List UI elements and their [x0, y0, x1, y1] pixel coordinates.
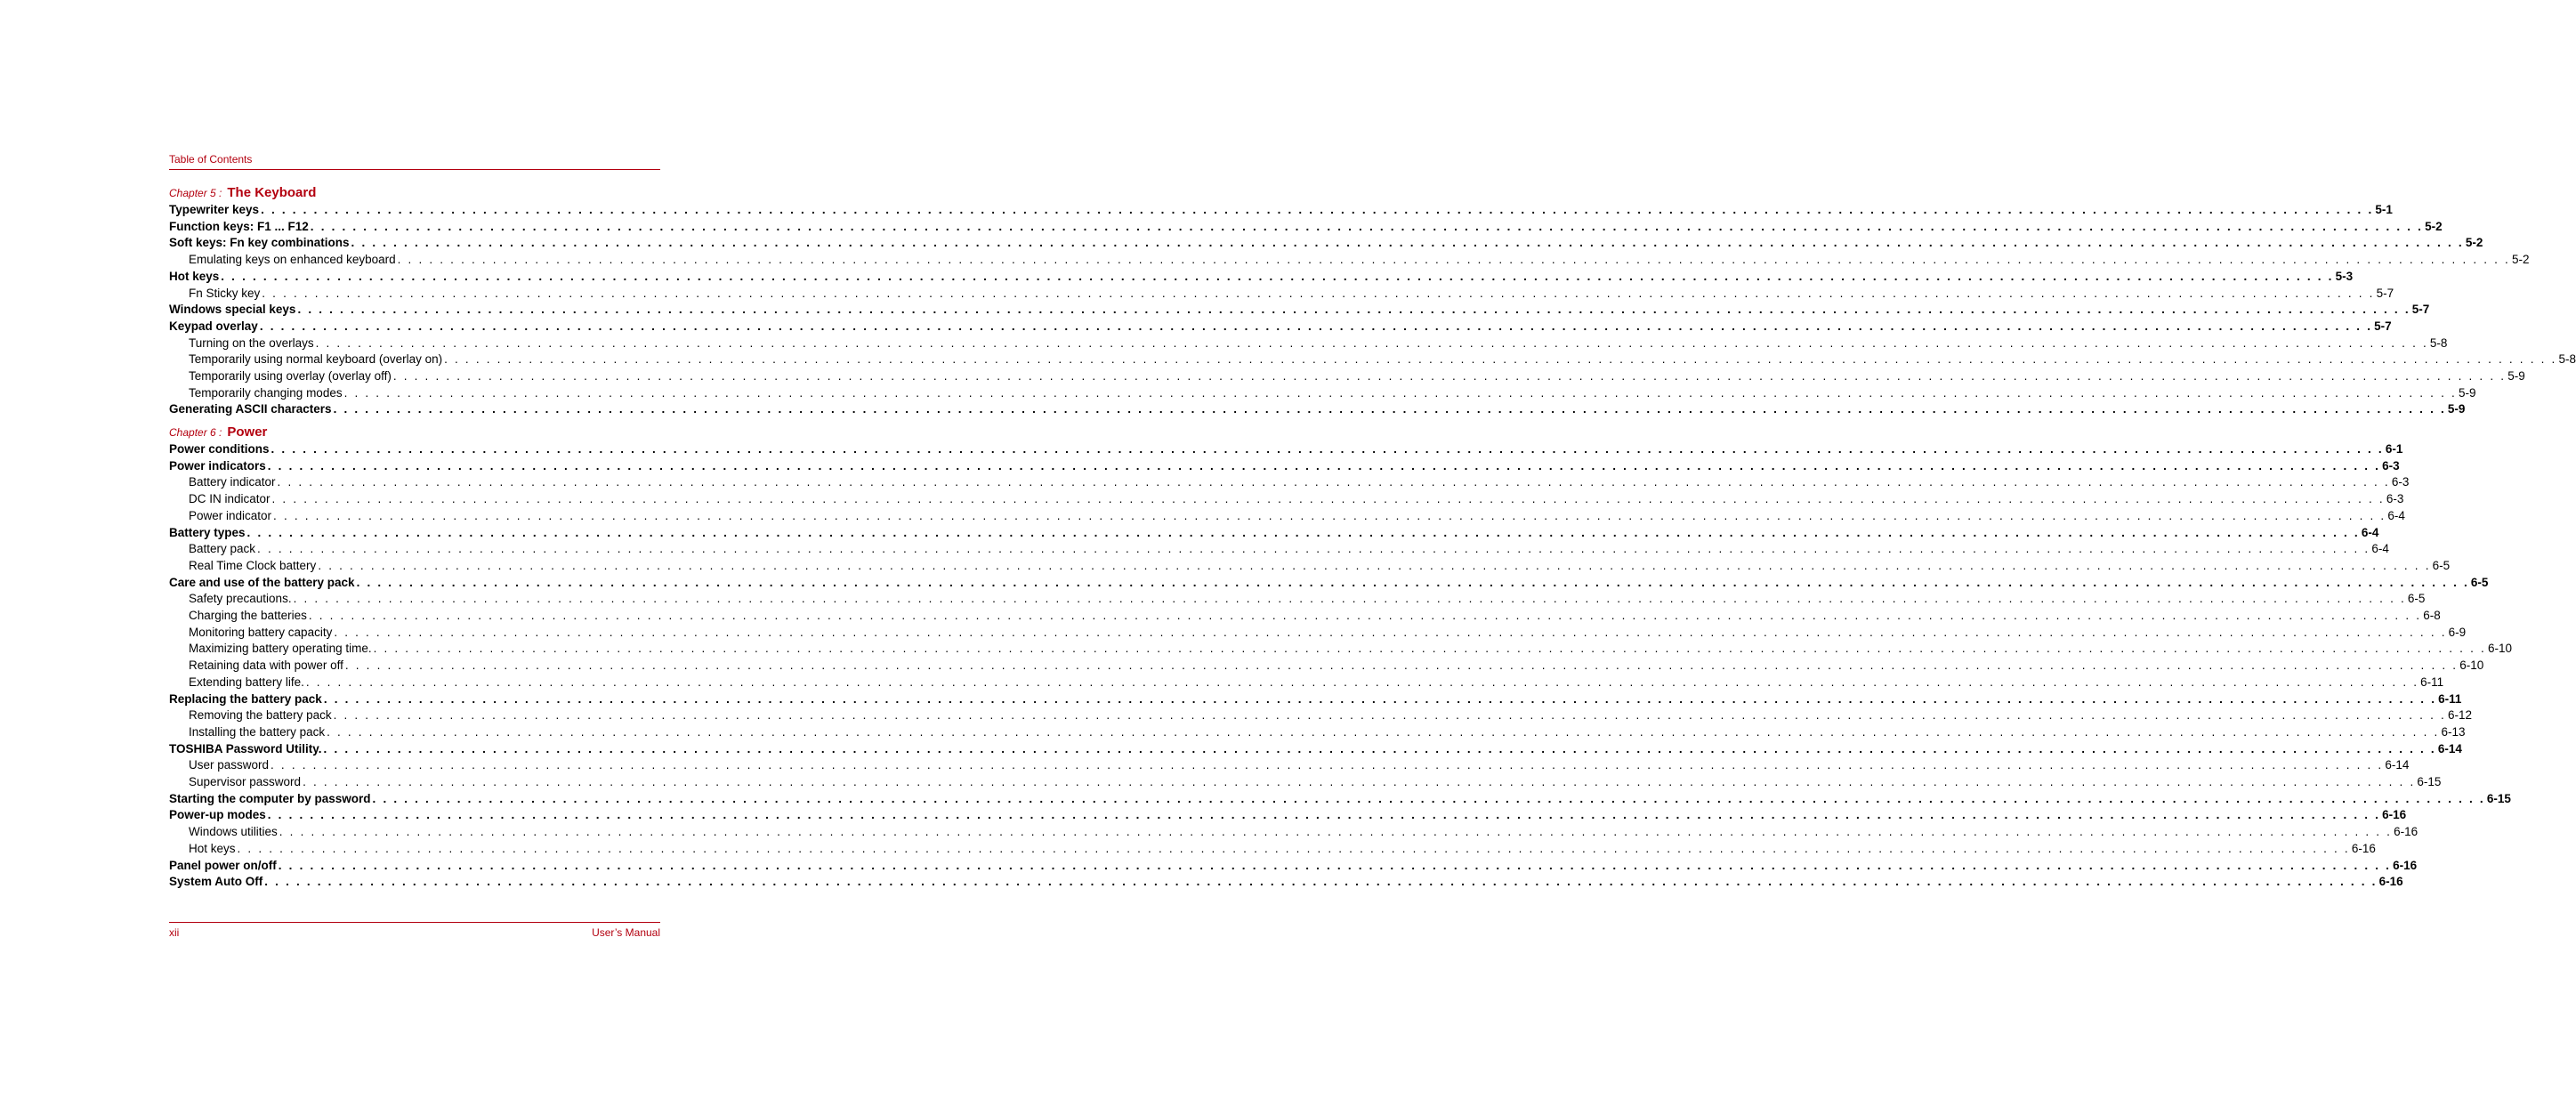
toc-subentry[interactable] [169, 491, 2404, 508]
toc-page-number: 5-8 [2429, 335, 2448, 350]
toc-entry[interactable] [169, 458, 2400, 475]
toc-page-number: 5-7 [2411, 303, 2430, 317]
dot-leader: . . . . . . . . . . . . . . . . . . . . . . . . . . . . . . . . . . . . . . . . . . . . . . . . . . . . . . . . . . . . . . . . . . . . . . . . . . . . . . . . . . . . . . . . . . . . . . . . . . . . . . . . . . . . . . . . . . . . . . . . . . . . . . . . . . . . . . . . . . . . . . . . . . . . . . . . . . . . . . . . . . . . . . . . . . . . . . . . . . . . . . . . . . . . . . . . . . . . . . . . [277, 475, 2390, 489]
toc-page-number: 6-10 [2459, 659, 2484, 673]
dot-leader: . . . . . . . . . . . . . . . . . . . . . . . . . . . . . . . . . . . . . . . . . . . . . . . . . . . . . . . . . . . . . . . . . . . . . . . . . . . . . . . . . . . . . . . . . . . . . . . . . . . . . . . . . . . . . . . . . . . . . . . . . . . . . . . . . . . . . . . . . . . . . . . . . . . . . . . . . . . . . . . . . . . . . . . . . . . . . . . . . . . . . . . . . . . . . . . . . . . . . . . . [327, 724, 2440, 739]
toc-entry-title: Temporarily using normal keyboard (overlay on) [189, 352, 443, 367]
toc-page-number: 5-8 [2558, 352, 2576, 367]
toc-page-number: 6-16 [2378, 875, 2403, 889]
dot-leader: . . . . . . . . . . . . . . . . . . . . . . . . . . . . . . . . . . . . . . . . . . . . . . . . . . . . . . . . . . . . . . . . . . . . . . . . . . . . . . . . . . . . . . . . . . . . . . . . . . . . . . . . . . . . . . . . . . . . . . . . . . . . . . . . . . . . . . . . . . . . . . . . . . . . . . . . . . . . . . . . . . . . . . . . . . . . . . . . . . . . . . . . . . . . . . . . . . . . . . . . [264, 875, 2378, 889]
toc-entry-title: Power conditions [169, 442, 270, 456]
toc-entry[interactable] [169, 807, 2407, 824]
toc-entry-title: Supervisor password [189, 775, 302, 788]
chapter-heading [169, 185, 660, 203]
toc-page-number: 6-11 [2420, 675, 2444, 689]
toc-page-number: 5-9 [2447, 402, 2466, 416]
toc-page-number: 5-7 [2374, 319, 2392, 333]
toc-page-number: 6-13 [2441, 724, 2466, 739]
toc-page-number: 6-8 [2423, 609, 2441, 622]
toc-page-number: 5-2 [2465, 236, 2483, 250]
dot-leader: . . . . . . . . . . . . . . . . . . . . . . . . . . . . . . . . . . . . . . . . . . . . . . . . . . . . . . . . . . . . . . . . . . . . . . . . . . . . . . . . . . . . . . . . . . . . . . . . . . . . . . . . . . . . . . . . . . . . . . . . . . . . . . . . . . . . . . . . . . . . . . . . . . . . . . . . . . . . . . . . . . . . . . . . . . . . . . . . . . . . . . . . . . . . . . . . . . . . . . . . [323, 741, 2436, 756]
dot-leader: . . . . . . . . . . . . . . . . . . . . . . . . . . . . . . . . . . . . . . . . . . . . . . . . . . . . . . . . . . . . . . . . . . . . . . . . . . . . . . . . . . . . . . . . . . . . . . . . . . . . . . . . . . . . . . . . . . . . . . . . . . . . . . . . . . . . . . . . . . . . . . . . . . . . . . . . . . . . . . . . . . . . . . . . . . . . . . . . . . . . . . . . . . . . . . . . . . . . . . . . [308, 609, 2422, 622]
dot-leader: . . . . . . . . . . . . . . . . . . . . . . . . . . . . . . . . . . . . . . . . . . . . . . . . . . . . . . . . . . . . . . . . . . . . . . . . . . . . . . . . . . . . . . . . . . . . . . . . . . . . . . . . . . . . . . . . . . . . . . . . . . . . . . . . . . . . . . . . . . . . . . . . . . . . . . . . . . . . . . . . . . . . . . . . . . . . . . . . . . . . . . . . . . . . . . . . . . . . . . . . [221, 269, 2334, 283]
toc-page-number: 6-16 [2393, 858, 2418, 872]
toc-entry-title: Power indicator [189, 508, 272, 522]
toc-entry-title: Retaining data with power off [189, 659, 343, 673]
dot-leader: . . . . . . . . . . . . . . . . . . . . . . . . . . . . . . . . . . . . . . . . . . . . . . . . . . . . . . . . . . . . . . . . . . . . . . . . . . . . . . . . . . . . . . . . . . . . . . . . . . . . . . . . . . . . . . . . . . . . . . . . . . . . . . . . . . . . . . . . . . . . . . . . . . . . . . . . . . . . . . . . . . . . . . . . . . . . . . . . . . . . . . . . . . . . . . . . . . . . . . . . [246, 525, 2360, 539]
toc-entry[interactable] [169, 401, 2466, 418]
toc-page-number: 6-11 [2438, 691, 2462, 706]
running-header: Table of Contents [169, 153, 253, 166]
dot-leader: . . . . . . . . . . . . . . . . . . . . . . . . . . . . . . . . . . . . . . . . . . . . . . . . . . . . . . . . . . . . . . . . . . . . . . . . . . . . . . . . . . . . . . . . . . . . . . . . . . . . . . . . . . . . . . . . . . . . . . . . . . . . . . . . . . . . . . . . . . . . . . . . . . . . . . . . . . . . . . . . . . . . . . . . . . . . . . . . . . . . . . . . . . . . . . . . . . . . . . . . [237, 841, 2350, 855]
dot-leader: . . . . . . . . . . . . . . . . . . . . . . . . . . . . . . . . . . . . . . . . . . . . . . . . . . . . . . . . . . . . . . . . . . . . . . . . . . . . . . . . . . . . . . . . . . . . . . . . . . . . . . . . . . . . . . . . . . . . . . . . . . . . . . . . . . . . . . . . . . . . . . . . . . . . . . . . . . . . . . . . . . . . . . . . . . . . . . . . . . . . . . . . . . . . . . . . . . . . . . . . [397, 253, 2510, 267]
toc-entry-title: Power-up modes [169, 808, 266, 822]
dot-leader: . . . . . . . . . . . . . . . . . . . . . . . . . . . . . . . . . . . . . . . . . . . . . . . . . . . . . . . . . . . . . . . . . . . . . . . . . . . . . . . . . . . . . . . . . . . . . . . . . . . . . . . . . . . . . . . . . . . . . . . . . . . . . . . . . . . . . . . . . . . . . . . . . . . . . . . . . . . . . . . . . . . . . . . . . . . . . . . . . . . . . . . . . . . . . . . . . . . . . . . . [271, 492, 2385, 506]
toc-entry-title: Installing the battery pack [189, 724, 326, 739]
toc-subentry[interactable] [169, 474, 2410, 491]
toc-entry-title: Extending battery life. [189, 675, 304, 689]
toc-entry-title: System Auto Off [169, 875, 263, 889]
toc-entry-title: Charging the batteries [189, 609, 307, 622]
dot-leader: . . . . . . . . . . . . . . . . . . . . . . . . . . . . . . . . . . . . . . . . . . . . . . . . . . . . . . . . . . . . . . . . . . . . . . . . . . . . . . . . . . . . . . . . . . . . . . . . . . . . . . . . . . . . . . . . . . . . . . . . . . . . . . . . . . . . . . . . . . . . . . . . . . . . . . . . . . . . . . . . . . . . . . . . . . . . . . . . . . . . . . . . . . . . . . . . . . . . . . . . [257, 542, 2370, 556]
toc-subentry[interactable] [169, 352, 2576, 368]
toc-entry-title: Maximizing battery operating time. [189, 642, 372, 656]
toc-entry[interactable] [169, 858, 2418, 875]
toc-subentry[interactable] [169, 625, 2467, 642]
dot-leader: . . . . . . . . . . . . . . . . . . . . . . . . . . . . . . . . . . . . . . . . . . . . . . . . . . . . . . . . . . . . . . . . . . . . . . . . . . . . . . . . . . . . . . . . . . . . . . . . . . . . . . . . . . . . . . . . . . . . . . . . . . . . . . . . . . . . . . . . . . . . . . . . . . . . . . . . . . . . . . . . . . . . . . . . . . . . . . . . . . . . . . . . . . . . . . . . . . . . . . . . [343, 385, 2457, 400]
dot-leader: . . . . . . . . . . . . . . . . . . . . . . . . . . . . . . . . . . . . . . . . . . . . . . . . . . . . . . . . . . . . . . . . . . . . . . . . . . . . . . . . . . . . . . . . . . . . . . . . . . . . . . . . . . . . . . . . . . . . . . . . . . . . . . . . . . . . . . . . . . . . . . . . . . . . . . . . . . . . . . . . . . . . . . . . . . . . . . . . . . . . . . . . . . . . . . . . . . . . . . . . [333, 708, 2446, 723]
chapter-heading [169, 424, 660, 442]
dot-leader: . . . . . . . . . . . . . . . . . . . . . . . . . . . . . . . . . . . . . . . . . . . . . . . . . . . . . . . . . . . . . . . . . . . . . . . . . . . . . . . . . . . . . . . . . . . . . . . . . . . . . . . . . . . . . . . . . . . . . . . . . . . . . . . . . . . . . . . . . . . . . . . . . . . . . . . . . . . . . . . . . . . . . . . . . . . . . . . . . . . . . . . . . . . . . . . . . . . . . . . . [334, 625, 2447, 639]
toc-entry[interactable] [169, 202, 2393, 219]
toc-subentry[interactable] [169, 591, 2426, 608]
dot-leader: . . . . . . . . . . . . . . . . . . . . . . . . . . . . . . . . . . . . . . . . . . . . . . . . . . . . . . . . . . . . . . . . . . . . . . . . . . . . . . . . . . . . . . . . . . . . . . . . . . . . . . . . . . . . . . . . . . . . . . . . . . . . . . . . . . . . . . . . . . . . . . . . . . . . . . . . . . . . . . . . . . . . . . . . . . . . . . . . . . . . . . . . . . . . . . . . . . . . . . . . [303, 775, 2416, 788]
toc-entry-title: Generating ASCII characters [169, 402, 332, 416]
dot-leader: . . . . . . . . . . . . . . . . . . . . . . . . . . . . . . . . . . . . . . . . . . . . . . . . . . . . . . . . . . . . . . . . . . . . . . . . . . . . . . . . . . . . . . . . . . . . . . . . . . . . . . . . . . . . . . . . . . . . . . . . . . . . . . . . . . . . . . . . . . . . . . . . . . . . . . . . . . . . . . . . . . . . . . . . . . . . . . . . . . . . . . . . . . . . . . . . . . . . . . . . [271, 758, 2384, 772]
chapter-title: The Keyboard [227, 185, 317, 200]
toc-page-number: 6-16 [2394, 825, 2419, 839]
toc-page-number: 6-5 [2407, 592, 2426, 606]
toc-page-number: 6-5 [2470, 575, 2489, 589]
toc-entry[interactable] [169, 691, 2462, 708]
dot-leader: . . . . . . . . . . . . . . . . . . . . . . . . . . . . . . . . . . . . . . . . . . . . . . . . . . . . . . . . . . . . . . . . . . . . . . . . . . . . . . . . . . . . . . . . . . . . . . . . . . . . . . . . . . . . . . . . . . . . . . . . . . . . . . . . . . . . . . . . . . . . . . . . . . . . . . . . . . . . . . . . . . . . . . . . . . . . . . . . . . . . . . . . . . . . . . . . . . . . . . . . [279, 825, 2393, 839]
toc-entry-title: Temporarily using overlay (overlay off) [189, 369, 392, 383]
dot-leader: . . . . . . . . . . . . . . . . . . . . . . . . . . . . . . . . . . . . . . . . . . . . . . . . . . . . . . . . . . . . . . . . . . . . . . . . . . . . . . . . . . . . . . . . . . . . . . . . . . . . . . . . . . . . . . . . . . . . . . . . . . . . . . . . . . . . . . . . . . . . . . . . . . . . . . . . . . . . . . . . . . . . . . . . . . . . . . . . . . . . . . . . . . . . . . . . . . . . . . . . [267, 808, 2381, 822]
toc-subentry[interactable] [169, 841, 2376, 858]
toc-entry[interactable] [169, 219, 2443, 236]
page-footer [169, 926, 660, 939]
toc-entry-title: Keypad overlay [169, 319, 258, 333]
toc-subentry[interactable] [169, 508, 2405, 525]
toc-subentry[interactable] [169, 757, 2410, 774]
toc-entry-title: TOSHIBA Password Utility. [169, 741, 322, 756]
toc-entry-title: Fn Sticky key [189, 286, 261, 300]
toc-entry-title: Removing the battery pack [189, 708, 332, 723]
page-number: xii [169, 926, 180, 939]
chapter-title: Power [227, 424, 268, 440]
dot-leader: . . . . . . . . . . . . . . . . . . . . . . . . . . . . . . . . . . . . . . . . . . . . . . . . . . . . . . . . . . . . . . . . . . . . . . . . . . . . . . . . . . . . . . . . . . . . . . . . . . . . . . . . . . . . . . . . . . . . . . . . . . . . . . . . . . . . . . . . . . . . . . . . . . . . . . . . . . . . . . . . . . . . . . . . . . . . . . . . . . . . . . . . . . . . . . . . . . . . . . . . [372, 791, 2485, 805]
dot-leader: . . . . . . . . . . . . . . . . . . . . . . . . . . . . . . . . . . . . . . . . . . . . . . . . . . . . . . . . . . . . . . . . . . . . . . . . . . . . . . . . . . . . . . . . . . . . . . . . . . . . . . . . . . . . . . . . . . . . . . . . . . . . . . . . . . . . . . . . . . . . . . . . . . . . . . . . . . . . . . . . . . . . . . . . . . . . . . . . . . . . . . . . . . . . . . . . . . . . . . . . [444, 352, 2557, 367]
toc-subentry[interactable] [169, 824, 2419, 841]
toc-entry-title: Turning on the overlays [189, 335, 314, 350]
toc-entry-title: Power indicators [169, 458, 266, 473]
toc-page-number: 6-4 [2361, 525, 2379, 539]
header-rule [169, 169, 660, 170]
toc-page-number: 6-12 [2447, 708, 2472, 723]
dot-leader: . . . . . . . . . . . . . . . . . . . . . . . . . . . . . . . . . . . . . . . . . . . . . . . . . . . . . . . . . . . . . . . . . . . . . . . . . . . . . . . . . . . . . . . . . . . . . . . . . . . . . . . . . . . . . . . . . . . . . . . . . . . . . . . . . . . . . . . . . . . . . . . . . . . . . . . . . . . . . . . . . . . . . . . . . . . . . . . . . . . . . . . . . . . . . . . . . . . . . . . . [262, 286, 2375, 300]
toc-subentry[interactable] [169, 774, 2442, 791]
toc-page-number: 6-16 [2351, 841, 2376, 855]
toc-page-number: 6-1 [2385, 442, 2403, 456]
dot-leader: . . . . . . . . . . . . . . . . . . . . . . . . . . . . . . . . . . . . . . . . . . . . . . . . . . . . . . . . . . . . . . . . . . . . . . . . . . . . . . . . . . . . . . . . . . . . . . . . . . . . . . . . . . . . . . . . . . . . . . . . . . . . . . . . . . . . . . . . . . . . . . . . . . . . . . . . . . . . . . . . . . . . . . . . . . . . . . . . . . . . . . . . . . . . . . . . . . . . . . . . [261, 203, 2374, 216]
toc-entry-title: Battery types [169, 525, 246, 539]
toc-entry-title: Starting the computer by password [169, 791, 371, 805]
toc-subentry[interactable] [169, 368, 2525, 385]
dot-leader: . . . . . . . . . . . . . . . . . . . . . . . . . . . . . . . . . . . . . . . . . . . . . . . . . . . . . . . . . . . . . . . . . . . . . . . . . . . . . . . . . . . . . . . . . . . . . . . . . . . . . . . . . . . . . . . . . . . . . . . . . . . . . . . . . . . . . . . . . . . . . . . . . . . . . . . . . . . . . . . . . . . . . . . . . . . . . . . . . . . . . . . . . . . . . . . . . . . . . . . . [373, 642, 2486, 656]
toc-entry-title: Windows special keys [169, 303, 296, 317]
toc-entry[interactable] [169, 269, 2354, 286]
toc-page-number: 6-4 [2371, 542, 2389, 556]
dot-leader: . . . . . . . . . . . . . . . . . . . . . . . . . . . . . . . . . . . . . . . . . . . . . . . . . . . . . . . . . . . . . . . . . . . . . . . . . . . . . . . . . . . . . . . . . . . . . . . . . . . . . . . . . . . . . . . . . . . . . . . . . . . . . . . . . . . . . . . . . . . . . . . . . . . . . . . . . . . . . . . . . . . . . . . . . . . . . . . . . . . . . . . . . . . . . . . . . . . . . . . . [344, 659, 2459, 673]
toc-entry-title: Monitoring battery capacity [189, 625, 333, 639]
toc-subentry[interactable] [169, 641, 2512, 658]
dot-leader: . . . . . . . . . . . . . . . . . . . . . . . . . . . . . . . . . . . . . . . . . . . . . . . . . . . . . . . . . . . . . . . . . . . . . . . . . . . . . . . . . . . . . . . . . . . . . . . . . . . . . . . . . . . . . . . . . . . . . . . . . . . . . . . . . . . . . . . . . . . . . . . . . . . . . . . . . . . . . . . . . . . . . . . . . . . . . . . . . . . . . . . . . . . . . . . . . . . . . . . . [323, 691, 2437, 706]
chapter-label: Chapter 5 : [169, 187, 222, 199]
toc-entry-title: Safety precautions. [189, 592, 292, 606]
toc-page-number: 6-3 [2391, 475, 2410, 489]
manual-title: User’s Manual [592, 926, 660, 939]
toc-subentry[interactable] [169, 286, 2394, 303]
toc-subentry[interactable] [169, 335, 2448, 352]
toc-page-number: 5-2 [2425, 219, 2443, 233]
toc-entry-title: Replacing the battery pack [169, 691, 322, 706]
toc-page-number: 5-1 [2375, 203, 2393, 216]
dot-leader: . . . . . . . . . . . . . . . . . . . . . . . . . . . . . . . . . . . . . . . . . . . . . . . . . . . . . . . . . . . . . . . . . . . . . . . . . . . . . . . . . . . . . . . . . . . . . . . . . . . . . . . . . . . . . . . . . . . . . . . . . . . . . . . . . . . . . . . . . . . . . . . . . . . . . . . . . . . . . . . . . . . . . . . . . . . . . . . . . . . . . . . . . . . . . . . . . . . . . . . . [267, 458, 2381, 473]
toc-entry-title: Soft keys: Fn key combinations [169, 236, 350, 250]
toc-entry[interactable] [169, 741, 2462, 758]
dot-leader: . . . . . . . . . . . . . . . . . . . . . . . . . . . . . . . . . . . . . . . . . . . . . . . . . . . . . . . . . . . . . . . . . . . . . . . . . . . . . . . . . . . . . . . . . . . . . . . . . . . . . . . . . . . . . . . . . . . . . . . . . . . . . . . . . . . . . . . . . . . . . . . . . . . . . . . . . . . . . . . . . . . . . . . . . . . . . . . . . . . . . . . . . . . . . . . . . . . . . . . . [392, 369, 2507, 383]
toc-entry-title: DC IN indicator [189, 492, 271, 506]
toc-subentry[interactable] [169, 724, 2466, 741]
dot-leader: . . . . . . . . . . . . . . . . . . . . . . . . . . . . . . . . . . . . . . . . . . . . . . . . . . . . . . . . . . . . . . . . . . . . . . . . . . . . . . . . . . . . . . . . . . . . . . . . . . . . . . . . . . . . . . . . . . . . . . . . . . . . . . . . . . . . . . . . . . . . . . . . . . . . . . . . . . . . . . . . . . . . . . . . . . . . . . . . . . . . . . . . . . . . . . . . . . . . . . . . [356, 575, 2469, 589]
toc-entry[interactable] [169, 302, 2430, 319]
dot-leader: . . . . . . . . . . . . . . . . . . . . . . . . . . . . . . . . . . . . . . . . . . . . . . . . . . . . . . . . . . . . . . . . . . . . . . . . . . . . . . . . . . . . . . . . . . . . . . . . . . . . . . . . . . . . . . . . . . . . . . . . . . . . . . . . . . . . . . . . . . . . . . . . . . . . . . . . . . . . . . . . . . . . . . . . . . . . . . . . . . . . . . . . . . . . . . . . . . . . . . . . [293, 592, 2406, 606]
toc-entry[interactable] [169, 874, 2403, 891]
toc-subentry[interactable] [169, 385, 2476, 402]
toc-subentry[interactable] [169, 608, 2441, 625]
toc-page-number: 5-2 [2512, 253, 2530, 267]
toc-subentry[interactable] [169, 558, 2451, 575]
toc-page-number: 6-16 [2382, 808, 2407, 822]
toc-entry[interactable] [169, 235, 2483, 252]
toc-entry-title: Windows utilities [189, 825, 278, 839]
toc-entry-title: Temporarily changing modes [189, 385, 343, 400]
toc-page-number: 6-3 [2382, 458, 2400, 473]
toc-entry-title: Care and use of the battery pack [169, 575, 355, 589]
dot-leader: . . . . . . . . . . . . . . . . . . . . . . . . . . . . . . . . . . . . . . . . . . . . . . . . . . . . . . . . . . . . . . . . . . . . . . . . . . . . . . . . . . . . . . . . . . . . . . . . . . . . . . . . . . . . . . . . . . . . . . . . . . . . . . . . . . . . . . . . . . . . . . . . . . . . . . . . . . . . . . . . . . . . . . . . . . . . . . . . . . . . . . . . . . . . . . . . . . . . . . . . [278, 858, 2392, 872]
dot-leader: . . . . . . . . . . . . . . . . . . . . . . . . . . . . . . . . . . . . . . . . . . . . . . . . . . . . . . . . . . . . . . . . . . . . . . . . . . . . . . . . . . . . . . . . . . . . . . . . . . . . . . . . . . . . . . . . . . . . . . . . . . . . . . . . . . . . . . . . . . . . . . . . . . . . . . . . . . . . . . . . . . . . . . . . . . . . . . . . . . . . . . . . . . . . . . . . . . . . . . . . [315, 335, 2428, 350]
toc-entry-title: Hot keys [189, 841, 236, 855]
toc-subentry[interactable] [169, 541, 2389, 558]
toc-page-number: 5-9 [2507, 369, 2525, 383]
toc-page-number: 6-15 [2486, 791, 2511, 805]
toc-entry-title: Function keys: F1 ... F12 [169, 219, 309, 233]
toc-entry[interactable] [169, 319, 2392, 335]
toc-entry[interactable] [169, 791, 2511, 808]
toc-page-number: 5-7 [2376, 286, 2394, 300]
toc-entry-title: Emulating keys on enhanced keyboard [189, 253, 396, 267]
toc-page-number: 5-9 [2458, 385, 2476, 400]
toc-subentry[interactable] [169, 675, 2444, 691]
toc-page-number: 5-3 [2335, 269, 2354, 283]
toc-subentry[interactable] [169, 252, 2530, 269]
toc-entry-title: Hot keys [169, 269, 220, 283]
dot-leader: . . . . . . . . . . . . . . . . . . . . . . . . . . . . . . . . . . . . . . . . . . . . . . . . . . . . . . . . . . . . . . . . . . . . . . . . . . . . . . . . . . . . . . . . . . . . . . . . . . . . . . . . . . . . . . . . . . . . . . . . . . . . . . . . . . . . . . . . . . . . . . . . . . . . . . . . . . . . . . . . . . . . . . . . . . . . . . . . . . . . . . . . . . . . . . . . . . . . . . . . [259, 319, 2373, 333]
dot-leader: . . . . . . . . . . . . . . . . . . . . . . . . . . . . . . . . . . . . . . . . . . . . . . . . . . . . . . . . . . . . . . . . . . . . . . . . . . . . . . . . . . . . . . . . . . . . . . . . . . . . . . . . . . . . . . . . . . . . . . . . . . . . . . . . . . . . . . . . . . . . . . . . . . . . . . . . . . . . . . . . . . . . . . . . . . . . . . . . . . . . . . . . . . . . . . . . . . . . . . . . [351, 236, 2464, 250]
dot-leader: . . . . . . . . . . . . . . . . . . . . . . . . . . . . . . . . . . . . . . . . . . . . . . . . . . . . . . . . . . . . . . . . . . . . . . . . . . . . . . . . . . . . . . . . . . . . . . . . . . . . . . . . . . . . . . . . . . . . . . . . . . . . . . . . . . . . . . . . . . . . . . . . . . . . . . . . . . . . . . . . . . . . . . . . . . . . . . . . . . . . . . . . . . . . . . . . . . . . . . . . [297, 303, 2410, 317]
toc-entry-title: Real Time Clock battery [189, 558, 317, 572]
toc-entry-title: User password [189, 758, 270, 772]
toc-subentry[interactable] [169, 658, 2484, 675]
toc-page-number: 6-10 [2487, 642, 2512, 656]
toc-entry-title: Battery indicator [189, 475, 276, 489]
toc-entry-title: Typewriter keys [169, 203, 260, 216]
toc-page-number: 6-15 [2417, 775, 2442, 788]
toc-entry-title: Panel power on/off [169, 858, 277, 872]
toc-subentry[interactable] [169, 707, 2472, 724]
dot-leader: . . . . . . . . . . . . . . . . . . . . . . . . . . . . . . . . . . . . . . . . . . . . . . . . . . . . . . . . . . . . . . . . . . . . . . . . . . . . . . . . . . . . . . . . . . . . . . . . . . . . . . . . . . . . . . . . . . . . . . . . . . . . . . . . . . . . . . . . . . . . . . . . . . . . . . . . . . . . . . . . . . . . . . . . . . . . . . . . . . . . . . . . . . . . . . . . . . . . . . . . [318, 558, 2431, 572]
toc-page-number: 6-14 [2385, 758, 2410, 772]
dot-leader: . . . . . . . . . . . . . . . . . . . . . . . . . . . . . . . . . . . . . . . . . . . . . . . . . . . . . . . . . . . . . . . . . . . . . . . . . . . . . . . . . . . . . . . . . . . . . . . . . . . . . . . . . . . . . . . . . . . . . . . . . . . . . . . . . . . . . . . . . . . . . . . . . . . . . . . . . . . . . . . . . . . . . . . . . . . . . . . . . . . . . . . . . . . . . . . . . . . . . . . . [333, 402, 2446, 416]
chapter-label: Chapter 6 : [169, 426, 222, 439]
toc-page-number: 6-3 [2386, 492, 2404, 506]
toc-page-number: 6-4 [2387, 508, 2405, 522]
toc-entry-title: Battery pack [189, 542, 256, 556]
toc-page-number: 6-14 [2437, 741, 2462, 756]
toc-entry[interactable] [169, 441, 2403, 458]
dot-leader: . . . . . . . . . . . . . . . . . . . . . . . . . . . . . . . . . . . . . . . . . . . . . . . . . . . . . . . . . . . . . . . . . . . . . . . . . . . . . . . . . . . . . . . . . . . . . . . . . . . . . . . . . . . . . . . . . . . . . . . . . . . . . . . . . . . . . . . . . . . . . . . . . . . . . . . . . . . . . . . . . . . . . . . . . . . . . . . . . . . . . . . . . . . . . . . . . . . . . . . . [305, 675, 2419, 689]
dot-leader: . . . . . . . . . . . . . . . . . . . . . . . . . . . . . . . . . . . . . . . . . . . . . . . . . . . . . . . . . . . . . . . . . . . . . . . . . . . . . . . . . . . . . . . . . . . . . . . . . . . . . . . . . . . . . . . . . . . . . . . . . . . . . . . . . . . . . . . . . . . . . . . . . . . . . . . . . . . . . . . . . . . . . . . . . . . . . . . . . . . . . . . . . . . . . . . . . . . . . . . . [273, 508, 2386, 522]
dot-leader: . . . . . . . . . . . . . . . . . . . . . . . . . . . . . . . . . . . . . . . . . . . . . . . . . . . . . . . . . . . . . . . . . . . . . . . . . . . . . . . . . . . . . . . . . . . . . . . . . . . . . . . . . . . . . . . . . . . . . . . . . . . . . . . . . . . . . . . . . . . . . . . . . . . . . . . . . . . . . . . . . . . . . . . . . . . . . . . . . . . . . . . . . . . . . . . . . . . . . . . . [271, 442, 2384, 456]
footer-rule [169, 922, 660, 923]
toc-entry[interactable] [169, 525, 2379, 542]
dot-leader: . . . . . . . . . . . . . . . . . . . . . . . . . . . . . . . . . . . . . . . . . . . . . . . . . . . . . . . . . . . . . . . . . . . . . . . . . . . . . . . . . . . . . . . . . . . . . . . . . . . . . . . . . . . . . . . . . . . . . . . . . . . . . . . . . . . . . . . . . . . . . . . . . . . . . . . . . . . . . . . . . . . . . . . . . . . . . . . . . . . . . . . . . . . . . . . . . . . . . . . . [310, 219, 2424, 233]
toc-entry[interactable] [169, 575, 2489, 592]
toc-page-number: 6-5 [2432, 558, 2451, 572]
toc-page-number: 6-9 [2448, 625, 2467, 639]
